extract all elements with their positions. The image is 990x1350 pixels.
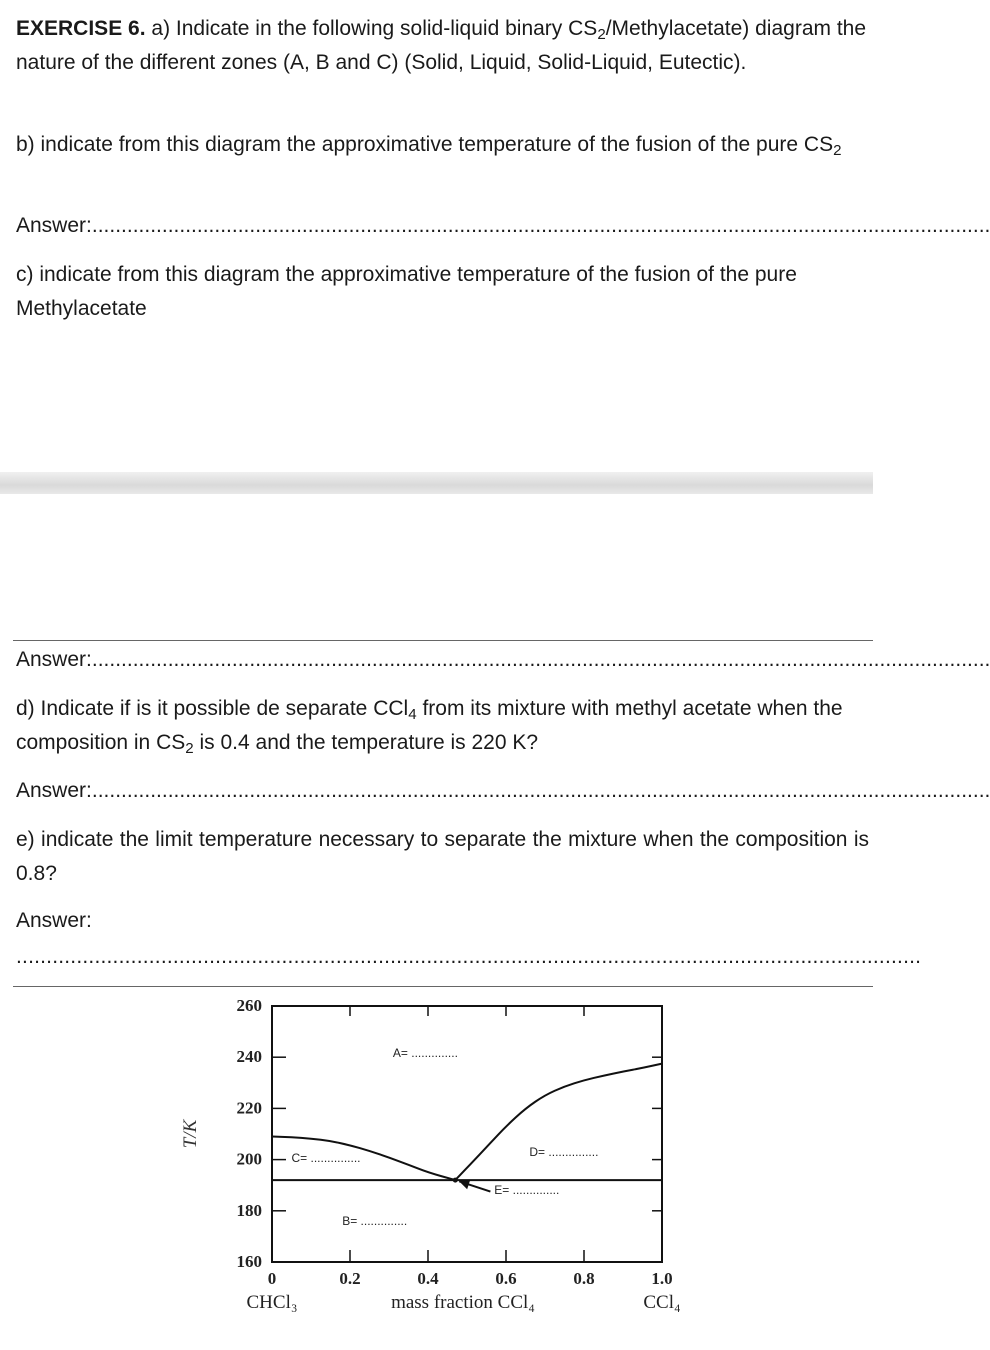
zone-label-a: A= .............. — [392, 1046, 458, 1061]
x-tick-label: 1.0 — [651, 1269, 673, 1288]
x-tick-label: 0.2 — [339, 1269, 361, 1288]
question-e-text: e) indicate the limit temperature necessary to separate the mixture when the composition is 0.8? — [16, 828, 869, 885]
x-right-component-label: CCl₄ — [643, 1292, 681, 1313]
horizontal-rule — [13, 986, 873, 987]
answer-d-line[interactable]: Answer:.......................................................................................................................................................... — [16, 779, 990, 802]
answer-e-label: Answer: — [16, 909, 92, 932]
phase-diagram — [0, 990, 873, 1330]
plot-frame — [272, 1006, 662, 1262]
answer-e-dotted-line[interactable]: ...................................................................................................................................................... — [16, 945, 922, 968]
zone-label-d: D= ............... — [529, 1144, 599, 1159]
answer-b-line[interactable]: Answer:.......................................................................................................................................................... — [16, 214, 990, 237]
page-break-divider — [0, 472, 873, 494]
question-c-text: c) indicate from this diagram the approximative temperature of the fusion of the pure Methylacetate — [16, 263, 797, 320]
eutectic-point — [453, 1178, 458, 1183]
zone-label-b: B= .............. — [342, 1213, 408, 1228]
eutectic-arrow-head — [459, 1180, 470, 1190]
answer-c-line[interactable]: Answer:.......................................................................................................................................................... — [16, 648, 990, 671]
x-tick-label: 0.4 — [417, 1269, 439, 1288]
question-d-text: d) Indicate if is it possible de separate CCl$_4$ from its mixture with methyl acetate when the composition in $CS_2$ is 0.4 and the temperature is 220 K? — [16, 697, 843, 757]
x-axis-title: mass fraction CCl₄ — [391, 1292, 535, 1313]
y-tick-label: 260 — [236, 996, 262, 1015]
y-tick-label: 180 — [236, 1200, 262, 1220]
exercise-label: EXERCISE 6. — [16, 17, 146, 40]
x-tick-label: 0.8 — [573, 1269, 595, 1288]
question-b-text: b) indicate from this diagram the approximative temperature of the fusion of the pure $CS_2$ — [16, 133, 842, 159]
y-tick-label: 240 — [236, 1047, 262, 1067]
y-axis-title: T/K — [180, 1119, 201, 1149]
zone-label-e: E= .............. — [494, 1183, 560, 1198]
y-tick-label: 220 — [236, 1098, 262, 1118]
x-tick-label: 0.6 — [495, 1269, 517, 1288]
y-tick-label: 160 — [236, 1252, 262, 1271]
x-left-component-label: CHCl₃ — [246, 1292, 298, 1313]
y-tick-label: 200 — [236, 1149, 262, 1169]
horizontal-rule — [13, 640, 873, 641]
zone-label-c: C= ............... — [291, 1151, 361, 1166]
right-liquidus-curve — [455, 1064, 662, 1180]
exercise-a-text: EXERCISE 6. a) Indicate in the following solid-liquid binary $CS_2/Methylacetate$) diagram the nature of the different zones (A, B and C) (Solid, Liquid, Solid-Liquid, Eutectic). — [16, 17, 867, 74]
x-tick-label: 0 — [267, 1269, 277, 1288]
